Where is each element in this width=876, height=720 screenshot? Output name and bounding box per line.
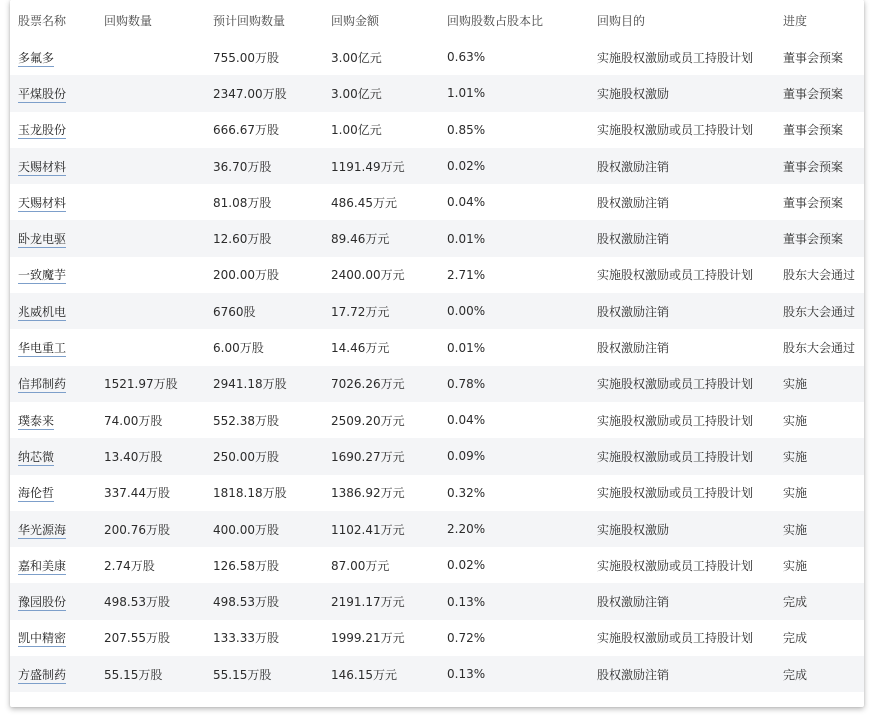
progress-stage: 实施 bbox=[783, 413, 808, 428]
table-cell-name bbox=[10, 656, 96, 692]
table-row bbox=[10, 438, 864, 474]
table-cell-plan bbox=[205, 75, 323, 111]
table-cell-purpose bbox=[589, 366, 775, 402]
table-cell-name bbox=[10, 112, 96, 148]
table-cell-stage bbox=[775, 75, 864, 111]
stock-name-link[interactable]: 卧龙电驱 bbox=[18, 232, 67, 247]
progress-stage: 实施 bbox=[783, 377, 808, 392]
progress-stage: 董事会预案 bbox=[783, 123, 844, 138]
buyback-purpose: 实施股权激励或员工持股计划 bbox=[597, 413, 754, 428]
progress-stage: 董事会预案 bbox=[783, 50, 844, 65]
table-cell-qty bbox=[96, 547, 205, 583]
table-cell-qty bbox=[96, 293, 205, 329]
table-cell-purpose bbox=[589, 293, 775, 329]
stock-name-link[interactable]: 嘉和美康 bbox=[18, 558, 67, 573]
table-cell-amount bbox=[323, 220, 439, 256]
planned-quantity: 126.58万股 bbox=[213, 558, 279, 573]
table-cell-plan bbox=[205, 39, 323, 75]
table-cell-stage bbox=[775, 656, 864, 692]
table-row bbox=[10, 257, 864, 293]
table-body bbox=[10, 39, 864, 692]
buyback-purpose: 实施股权激励 bbox=[597, 86, 670, 101]
stock-name-link[interactable]: 信邦制药 bbox=[18, 377, 67, 392]
table-cell-ratio bbox=[439, 329, 589, 365]
stock-name-link[interactable]: 海伦哲 bbox=[18, 486, 55, 501]
table-cell-stage bbox=[775, 620, 864, 656]
table-row bbox=[10, 402, 864, 438]
stock-name-link[interactable]: 方盛制药 bbox=[18, 667, 67, 682]
table-cell-qty bbox=[96, 620, 205, 656]
table-cell-amount bbox=[323, 257, 439, 293]
table-cell-plan bbox=[205, 402, 323, 438]
progress-stage: 股东大会通过 bbox=[783, 268, 856, 283]
share-ratio: 0.02% bbox=[447, 558, 486, 573]
buyback-quantity: 337.44万股 bbox=[104, 486, 170, 501]
stock-name-link[interactable]: 璞泰来 bbox=[18, 413, 55, 428]
planned-quantity: 2347.00万股 bbox=[213, 86, 287, 101]
table-cell-ratio bbox=[439, 656, 589, 692]
share-ratio: 1.01% bbox=[447, 86, 486, 101]
table-cell-stage bbox=[775, 511, 864, 547]
planned-quantity: 666.67万股 bbox=[213, 123, 279, 138]
buyback-amount: 14.46万元 bbox=[331, 341, 390, 356]
table-cell-name bbox=[10, 184, 96, 220]
table-cell-name bbox=[10, 402, 96, 438]
table-cell-amount bbox=[323, 656, 439, 692]
buyback-purpose: 股权激励注销 bbox=[597, 304, 670, 319]
buyback-purpose: 实施股权激励或员工持股计划 bbox=[597, 486, 754, 501]
share-ratio: 0.02% bbox=[447, 159, 486, 174]
progress-stage: 实施 bbox=[783, 522, 808, 537]
buyback-amount: 1191.49万元 bbox=[331, 159, 405, 174]
buyback-amount: 1690.27万元 bbox=[331, 449, 405, 464]
stock-name-link[interactable]: 凯中精密 bbox=[18, 631, 67, 646]
table-cell-plan bbox=[205, 656, 323, 692]
header-stock-name: 股票名称 bbox=[10, 0, 96, 39]
table-row bbox=[10, 220, 864, 256]
share-ratio: 0.04% bbox=[447, 413, 486, 428]
table-cell-name bbox=[10, 366, 96, 402]
share-ratio: 0.13% bbox=[447, 667, 486, 682]
table-cell-stage bbox=[775, 257, 864, 293]
table-cell-purpose bbox=[589, 620, 775, 656]
table-row bbox=[10, 329, 864, 365]
buyback-quantity: 498.53万股 bbox=[104, 595, 170, 610]
stock-name-link[interactable]: 天赐材料 bbox=[18, 195, 67, 210]
table-cell-name bbox=[10, 293, 96, 329]
progress-stage: 完成 bbox=[783, 631, 808, 646]
buyback-quantity: 55.15万股 bbox=[104, 667, 163, 682]
buyback-purpose: 实施股权激励或员工持股计划 bbox=[597, 631, 754, 646]
table-cell-stage bbox=[775, 583, 864, 619]
table-cell-stage bbox=[775, 329, 864, 365]
table-cell-plan bbox=[205, 112, 323, 148]
table-cell-name bbox=[10, 547, 96, 583]
table-cell-stage bbox=[775, 547, 864, 583]
table-cell-ratio bbox=[439, 583, 589, 619]
table-cell-purpose bbox=[589, 148, 775, 184]
share-ratio: 0.04% bbox=[447, 195, 486, 210]
table-cell-qty bbox=[96, 438, 205, 474]
table-cell-amount bbox=[323, 475, 439, 511]
progress-stage: 董事会预案 bbox=[783, 159, 844, 174]
table-cell-ratio bbox=[439, 402, 589, 438]
table-cell-stage bbox=[775, 402, 864, 438]
table-row bbox=[10, 583, 864, 619]
table-cell-qty bbox=[96, 402, 205, 438]
table-cell-purpose bbox=[589, 547, 775, 583]
table-cell-qty bbox=[96, 329, 205, 365]
buyback-amount: 3.00亿元 bbox=[331, 86, 382, 101]
stock-name-link[interactable]: 平煤股份 bbox=[18, 86, 67, 101]
table-cell-plan bbox=[205, 620, 323, 656]
table-cell-amount bbox=[323, 402, 439, 438]
table-cell-amount bbox=[323, 329, 439, 365]
buyback-amount: 146.15万元 bbox=[331, 667, 397, 682]
buyback-amount: 486.45万元 bbox=[331, 195, 397, 210]
table-cell-amount bbox=[323, 547, 439, 583]
planned-quantity: 36.70万股 bbox=[213, 159, 272, 174]
table-cell-ratio bbox=[439, 620, 589, 656]
progress-stage: 实施 bbox=[783, 486, 808, 501]
stock-name-link[interactable]: 一致魔芋 bbox=[18, 268, 67, 283]
progress-stage: 董事会预案 bbox=[783, 232, 844, 247]
planned-quantity: 133.33万股 bbox=[213, 631, 279, 646]
table-cell-qty bbox=[96, 511, 205, 547]
planned-quantity: 400.00万股 bbox=[213, 522, 279, 537]
share-ratio: 0.85% bbox=[447, 122, 486, 137]
buyback-table-panel bbox=[10, 0, 864, 707]
stock-name-link[interactable]: 华光源海 bbox=[18, 522, 67, 537]
buyback-amount: 3.00亿元 bbox=[331, 50, 382, 65]
stock-name-link[interactable]: 纳芯微 bbox=[18, 449, 55, 464]
buyback-table bbox=[10, 0, 864, 692]
table-cell-qty bbox=[96, 257, 205, 293]
planned-quantity: 55.15万股 bbox=[213, 667, 272, 682]
buyback-purpose: 股权激励注销 bbox=[597, 595, 670, 610]
buyback-purpose: 股权激励注销 bbox=[597, 232, 670, 247]
table-cell-amount bbox=[323, 583, 439, 619]
stock-name-link[interactable]: 华电重工 bbox=[18, 341, 67, 356]
table-row bbox=[10, 148, 864, 184]
buyback-quantity: 1521.97万股 bbox=[104, 377, 178, 392]
table-cell-ratio bbox=[439, 148, 589, 184]
table-cell-plan bbox=[205, 329, 323, 365]
table-cell-stage bbox=[775, 293, 864, 329]
buyback-amount: 87.00万元 bbox=[331, 558, 390, 573]
table-cell-name bbox=[10, 220, 96, 256]
table-cell-stage bbox=[775, 184, 864, 220]
table-cell-stage bbox=[775, 148, 864, 184]
buyback-amount: 7026.26万元 bbox=[331, 377, 405, 392]
share-ratio: 0.01% bbox=[447, 231, 486, 246]
table-cell-name bbox=[10, 75, 96, 111]
buyback-purpose: 实施股权激励或员工持股计划 bbox=[597, 449, 754, 464]
buyback-quantity: 74.00万股 bbox=[104, 413, 163, 428]
table-cell-purpose bbox=[589, 438, 775, 474]
share-ratio: 0.72% bbox=[447, 630, 486, 645]
table-cell-purpose bbox=[589, 329, 775, 365]
progress-stage: 实施 bbox=[783, 558, 808, 573]
table-cell-plan bbox=[205, 547, 323, 583]
table-cell-plan bbox=[205, 366, 323, 402]
table-cell-purpose bbox=[589, 39, 775, 75]
buyback-purpose: 股权激励注销 bbox=[597, 195, 670, 210]
stock-name-link[interactable]: 玉龙股份 bbox=[18, 123, 67, 138]
buyback-quantity: 207.55万股 bbox=[104, 631, 170, 646]
table-cell-amount bbox=[323, 438, 439, 474]
planned-quantity: 1818.18万股 bbox=[213, 486, 287, 501]
table-row bbox=[10, 184, 864, 220]
table-cell-amount bbox=[323, 75, 439, 111]
stock-name-link[interactable]: 多氟多 bbox=[18, 50, 55, 65]
table-cell-qty bbox=[96, 656, 205, 692]
table-cell-ratio bbox=[439, 547, 589, 583]
share-ratio: 0.13% bbox=[447, 594, 486, 609]
buyback-amount: 89.46万元 bbox=[331, 232, 390, 247]
table-cell-stage bbox=[775, 39, 864, 75]
table-cell-plan bbox=[205, 148, 323, 184]
share-ratio: 0.01% bbox=[447, 340, 486, 355]
progress-stage: 完成 bbox=[783, 595, 808, 610]
buyback-amount: 2191.17万元 bbox=[331, 595, 405, 610]
table-cell-purpose bbox=[589, 475, 775, 511]
table-cell-purpose bbox=[589, 75, 775, 111]
buyback-amount: 17.72万元 bbox=[331, 304, 390, 319]
table-cell-purpose bbox=[589, 112, 775, 148]
table-cell-ratio bbox=[439, 366, 589, 402]
table-cell-plan bbox=[205, 438, 323, 474]
share-ratio: 0.63% bbox=[447, 50, 486, 65]
table-cell-name bbox=[10, 511, 96, 547]
buyback-amount: 2400.00万元 bbox=[331, 268, 405, 283]
buyback-purpose: 实施股权激励或员工持股计划 bbox=[597, 123, 754, 138]
table-cell-plan bbox=[205, 184, 323, 220]
stock-name-link[interactable]: 豫园股份 bbox=[18, 595, 67, 610]
buyback-purpose: 实施股权激励或员工持股计划 bbox=[597, 377, 754, 392]
buyback-purpose: 股权激励注销 bbox=[597, 667, 670, 682]
share-ratio: 2.20% bbox=[447, 522, 486, 536]
progress-stage: 完成 bbox=[783, 667, 808, 682]
table-cell-name bbox=[10, 438, 96, 474]
table-cell-qty bbox=[96, 583, 205, 619]
table-cell-purpose bbox=[589, 402, 775, 438]
table-cell-ratio bbox=[439, 39, 589, 75]
buyback-purpose: 股权激励注销 bbox=[597, 159, 670, 174]
table-cell-amount bbox=[323, 366, 439, 402]
table-cell-ratio bbox=[439, 438, 589, 474]
table-cell-purpose bbox=[589, 511, 775, 547]
table-cell-ratio bbox=[439, 220, 589, 256]
table-row bbox=[10, 656, 864, 692]
table-cell-qty bbox=[96, 148, 205, 184]
table-cell-ratio bbox=[439, 75, 589, 111]
planned-quantity: 6760股 bbox=[213, 304, 256, 319]
planned-quantity: 755.00万股 bbox=[213, 50, 279, 65]
table-cell-ratio bbox=[439, 475, 589, 511]
share-ratio: 0.78% bbox=[447, 376, 486, 391]
table-cell-plan bbox=[205, 220, 323, 256]
buyback-amount: 2509.20万元 bbox=[331, 413, 405, 428]
share-ratio: 0.09% bbox=[447, 449, 486, 464]
table-cell-plan bbox=[205, 511, 323, 547]
table-row bbox=[10, 511, 864, 547]
table-cell-ratio bbox=[439, 293, 589, 329]
table-cell-plan bbox=[205, 475, 323, 511]
table-cell-name bbox=[10, 329, 96, 365]
header-progress: 进度 bbox=[775, 0, 864, 39]
table-row bbox=[10, 39, 864, 75]
buyback-purpose: 实施股权激励或员工持股计划 bbox=[597, 558, 754, 573]
planned-quantity: 6.00万股 bbox=[213, 341, 264, 356]
buyback-amount: 1.00亿元 bbox=[331, 123, 382, 138]
table-row bbox=[10, 112, 864, 148]
table-cell-ratio bbox=[439, 511, 589, 547]
planned-quantity: 250.00万股 bbox=[213, 449, 279, 464]
table-row bbox=[10, 620, 864, 656]
planned-quantity: 2941.18万股 bbox=[213, 377, 287, 392]
planned-quantity: 552.38万股 bbox=[213, 413, 279, 428]
table-cell-qty bbox=[96, 220, 205, 256]
table-cell-name bbox=[10, 620, 96, 656]
table-row bbox=[10, 547, 864, 583]
table-cell-amount bbox=[323, 112, 439, 148]
table-cell-stage bbox=[775, 220, 864, 256]
buyback-purpose: 股权激励注销 bbox=[597, 341, 670, 356]
table-row bbox=[10, 75, 864, 111]
planned-quantity: 200.00万股 bbox=[213, 268, 279, 283]
table-row bbox=[10, 475, 864, 511]
header-buyback-amount: 回购金额 bbox=[323, 0, 439, 39]
table-cell-purpose bbox=[589, 656, 775, 692]
table-cell-ratio bbox=[439, 184, 589, 220]
table-cell-qty bbox=[96, 112, 205, 148]
table-cell-qty bbox=[96, 475, 205, 511]
header-buyback-purpose: 回购目的 bbox=[589, 0, 775, 39]
table-row bbox=[10, 366, 864, 402]
buyback-quantity: 200.76万股 bbox=[104, 522, 170, 537]
table-cell-name bbox=[10, 475, 96, 511]
buyback-amount: 1386.92万元 bbox=[331, 486, 405, 501]
share-ratio: 2.71% bbox=[447, 267, 486, 282]
table-cell-ratio bbox=[439, 257, 589, 293]
progress-stage: 实施 bbox=[783, 449, 808, 464]
header-share-ratio: 回购股数占股本比 bbox=[439, 0, 589, 39]
buyback-quantity: 13.40万股 bbox=[104, 449, 163, 464]
buyback-purpose: 实施股权激励 bbox=[597, 522, 670, 537]
share-ratio: 0.32% bbox=[447, 485, 486, 500]
progress-stage: 股东大会通过 bbox=[783, 304, 856, 319]
table-cell-name bbox=[10, 583, 96, 619]
header-buyback-quantity: 回购数量 bbox=[96, 0, 205, 39]
table-cell-stage bbox=[775, 112, 864, 148]
buyback-amount: 1102.41万元 bbox=[331, 522, 405, 537]
table-cell-qty bbox=[96, 39, 205, 75]
table-header-row bbox=[10, 0, 864, 39]
share-ratio: 0.00% bbox=[447, 304, 486, 319]
table-cell-qty bbox=[96, 184, 205, 220]
buyback-purpose: 实施股权激励或员工持股计划 bbox=[597, 268, 754, 283]
table-cell-amount bbox=[323, 620, 439, 656]
progress-stage: 董事会预案 bbox=[783, 195, 844, 210]
table-cell-name bbox=[10, 148, 96, 184]
table-cell-stage bbox=[775, 366, 864, 402]
planned-quantity: 498.53万股 bbox=[213, 595, 279, 610]
table-cell-ratio bbox=[439, 112, 589, 148]
table-cell-amount bbox=[323, 148, 439, 184]
table-cell-amount bbox=[323, 293, 439, 329]
stock-name-link[interactable]: 天赐材料 bbox=[18, 159, 67, 174]
table-cell-purpose bbox=[589, 184, 775, 220]
table-cell-name bbox=[10, 257, 96, 293]
table-cell-amount bbox=[323, 511, 439, 547]
table-cell-qty bbox=[96, 75, 205, 111]
table-cell-qty bbox=[96, 366, 205, 402]
table-cell-amount bbox=[323, 39, 439, 75]
table-cell-amount bbox=[323, 184, 439, 220]
progress-stage: 股东大会通过 bbox=[783, 341, 856, 356]
table-cell-stage bbox=[775, 438, 864, 474]
buyback-quantity: 2.74万股 bbox=[104, 558, 155, 573]
planned-quantity: 81.08万股 bbox=[213, 195, 272, 210]
buyback-amount: 1999.21万元 bbox=[331, 631, 405, 646]
table-cell-stage bbox=[775, 475, 864, 511]
table-cell-purpose bbox=[589, 583, 775, 619]
planned-quantity: 12.60万股 bbox=[213, 232, 272, 247]
header-planned-quantity: 预计回购数量 bbox=[205, 0, 323, 39]
table-cell-plan bbox=[205, 293, 323, 329]
table-cell-purpose bbox=[589, 220, 775, 256]
table-cell-name bbox=[10, 39, 96, 75]
table-cell-plan bbox=[205, 257, 323, 293]
buyback-purpose: 实施股权激励或员工持股计划 bbox=[597, 50, 754, 65]
table-cell-purpose bbox=[589, 257, 775, 293]
table-cell-plan bbox=[205, 583, 323, 619]
stock-name-link[interactable]: 兆威机电 bbox=[18, 304, 67, 319]
progress-stage: 董事会预案 bbox=[783, 86, 844, 101]
table-row bbox=[10, 293, 864, 329]
